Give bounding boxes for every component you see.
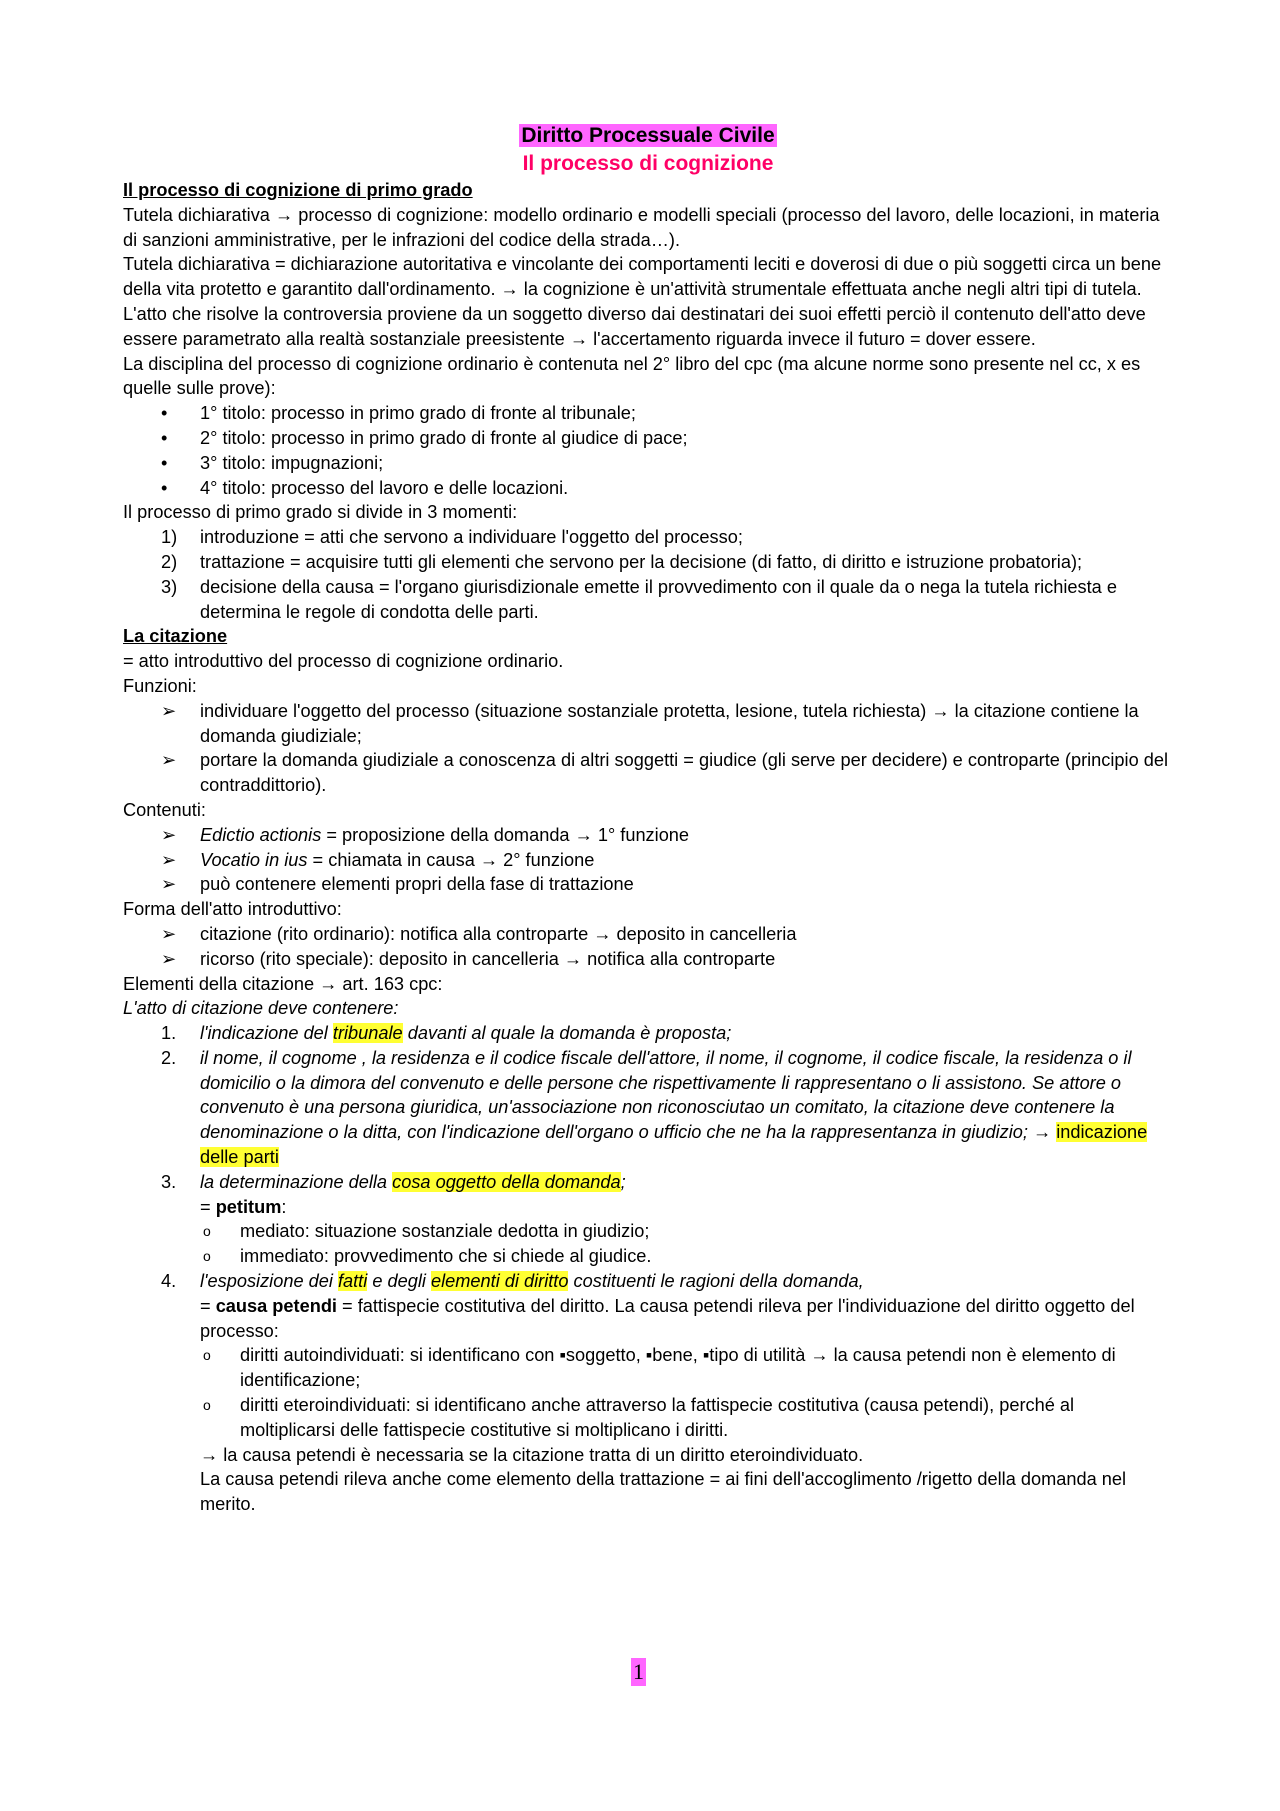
list-item: • 4° titolo: processo del lavoro e delle locazioni.	[123, 476, 1173, 501]
arrow-bullet-icon: ➢	[161, 750, 177, 771]
bullet-list	[123, 401, 1173, 500]
list-item: ➢ può contenere elementi propri della fase di trattazione	[123, 872, 1173, 897]
numbered-list	[123, 525, 1173, 624]
bullet-icon: •	[161, 427, 168, 448]
paragraph: Tutela dichiarativa → processo di cognizione: modello ordinario e modelli speciali (processo del lavoro, delle locazioni, in materia di sanzioni amministrative, per le infrazioni del codice della strada…).	[123, 204, 1160, 250]
list-item: 4. l'esposizione dei fatti e degli elementi di diritto costituenti le ragioni della domanda,	[161, 1271, 864, 1292]
list-item: ➢ ricorso (rito speciale): deposito in cancelleria → notifica alla controparte	[123, 947, 1173, 972]
arrow-bullet-icon: ➢	[161, 874, 177, 895]
paragraph: = causa petendi = fattispecie costitutiva del diritto. La causa petendi rileva per l'individuazione del diritto oggetto del processo:	[200, 1295, 1135, 1341]
paragraph: L'atto di citazione deve contenere:	[123, 998, 399, 1019]
circle-bullet-icon: o	[203, 1347, 211, 1364]
paragraph: La causa petendi rileva anche come elemento della trattazione = ai fini dell'accoglimento /rigetto della domanda nel merito.	[200, 1469, 1127, 1515]
section-heading: La citazione	[123, 626, 228, 647]
arrow-bullet-icon: ➢	[161, 700, 177, 721]
list-item: ➢ citazione (rito ordinario): notifica alla controparte → deposito in cancelleria	[123, 922, 1173, 947]
arrow-bullet-icon: ➢	[161, 948, 177, 969]
bullet-icon: •	[161, 452, 168, 473]
bullet-icon: •	[161, 477, 168, 498]
list-item: o mediato: situazione sostanziale dedotta in giudizio;	[123, 1219, 1173, 1244]
list-item: 3. la determinazione della cosa oggetto della domanda;	[161, 1171, 626, 1192]
list-item: o diritti eteroindividuati: si identificano anche attraverso la fattispecie costitutiva (causa petendi), perché al moltiplicarsi delle fattispecie costitutive si moltiplicano i diritti.	[203, 1395, 1075, 1440]
arrow-bullet-icon: ➢	[161, 923, 177, 944]
paragraph: Il processo di primo grado si divide in 3 momenti:	[123, 502, 518, 523]
circle-list	[123, 1219, 1173, 1269]
list-item: • 3° titolo: impugnazioni;	[123, 451, 1173, 476]
highlighted-text: fatti	[337, 1271, 368, 1292]
highlighted-text: elementi di diritto	[430, 1271, 569, 1292]
arrow-list	[123, 699, 1173, 798]
highlighted-text: tribunale	[332, 1023, 403, 1044]
document-subtitle: Il processo di cognizione	[522, 152, 774, 175]
list-item: o diritti autoindividuati: si identificano con ▪soggetto, ▪bene, ▪tipo di utilità → la causa petendi non è elemento di identificazione;	[203, 1345, 1116, 1391]
paragraph: → la causa petendi è necessaria se la citazione tratta di un diritto eteroindividuato.	[200, 1444, 864, 1465]
paragraph: = atto introduttivo del processo di cognizione ordinario.	[123, 651, 564, 672]
list-item: ➢ Vocatio in ius = chiamata in causa → 2° funzione	[123, 848, 1173, 873]
document-page	[123, 122, 1173, 1517]
highlighted-text: indicazione delle parti	[200, 1122, 1148, 1168]
list-item: ➢ portare la domanda giudiziale a conoscenza di altri soggetti = giudice (gli serve per decidere) e controparte (principio del contraddittorio).	[161, 750, 1169, 796]
list-item: 1. l'indicazione del tribunale davanti al quale la domanda è proposta;	[161, 1023, 732, 1044]
list-item: 2) trattazione = acquisire tutti gli elementi che servono per la decisione (di fatto, di diritto e istruzione probatoria);	[161, 551, 1083, 572]
list-item: 2. il nome, il cognome , la residenza e il codice fiscale dell'attore, il nome, il cognome, il codice fiscale, la residenza o il domicilio o la dimora del convenuto e delle persone che rispettivamente li rappresentano o li assistono. Se attore o convenuto è una persona giuridica, un'associazione non riconosciutao un comitato, la citazione deve contenere la denominazione o la ditta, con l'indicazione dell'organo o ufficio che ne ha la rappresentanza in giudizio; → indicazione delle parti	[161, 1047, 1148, 1168]
arrow-bullet-icon: ➢	[161, 824, 177, 845]
circle-list	[123, 1343, 1173, 1442]
list-item: ➢ individuare l'oggetto del processo (situazione sostanziale protetta, lesione, tutela richiesta) → la citazione contiene la domanda giudiziale;	[161, 700, 1139, 746]
highlighted-text: cosa oggetto della domanda	[392, 1171, 621, 1192]
list-item: o immediato: provvedimento che si chiede al giudice.	[123, 1244, 1173, 1269]
document-title: Diritto Processuale Civile	[521, 124, 775, 147]
paragraph: La disciplina del processo di cognizione ordinario è contenuta nel 2° libro del cpc (ma alcune norme sono presente nel cc, x es quelle sulle prove):	[123, 353, 1141, 399]
paragraph: Elementi della citazione → art. 163 cpc:	[123, 973, 443, 994]
paragraph: Contenuti:	[123, 799, 206, 820]
arrow-bullet-icon: ➢	[161, 849, 177, 870]
paragraph: Forma dell'atto introduttivo:	[123, 899, 342, 920]
list-item: • 2° titolo: processo in primo grado di fronte al giudice di pace;	[123, 426, 1173, 451]
paragraph: L'atto che risolve la controversia proviene da un soggetto diverso dai destinatari dei suoi effetti perciò il contenuto dell'atto deve essere parametrato alla realtà sostanziale preesistente → l'accertamento riguarda invece il futuro = dover essere.	[123, 303, 1146, 349]
paragraph: = petitum:	[200, 1196, 287, 1217]
list-item: 1) introduzione = atti che servono a individuare l'oggetto del processo;	[161, 527, 743, 548]
arrow-list	[123, 922, 1173, 972]
page-number: 1	[633, 1659, 644, 1684]
list-item: ➢ Edictio actionis = proposizione della domanda → 1° funzione	[123, 823, 1173, 848]
list-item: 3) decisione della causa = l'organo giurisdizionale emette il provvedimento con il quale da o nega la tutela richiesta e determina le regole di condotta delle parti.	[161, 576, 1117, 622]
bullet-icon: •	[161, 403, 168, 424]
circle-bullet-icon: o	[203, 1248, 211, 1265]
numbered-list	[123, 1021, 1173, 1195]
circle-bullet-icon: o	[203, 1397, 211, 1414]
list-item: • 1° titolo: processo in primo grado di fronte al tribunale;	[123, 401, 1173, 426]
section-heading: Il processo di cognizione di primo grado	[123, 180, 473, 200]
arrow-list	[123, 823, 1173, 897]
paragraph: Funzioni:	[123, 675, 197, 696]
paragraph: Tutela dichiarativa = dichiarazione autoritativa e vincolante dei comportamenti leciti e doverosi di due o più soggetti circa un bene della vita protetto e garantito dall'ordinamento. → la cognizione è un'attività strumentale effettuata anche negli altri tipi di tutela.	[123, 254, 1162, 300]
circle-bullet-icon: o	[203, 1223, 211, 1240]
numbered-list	[123, 1269, 1173, 1294]
